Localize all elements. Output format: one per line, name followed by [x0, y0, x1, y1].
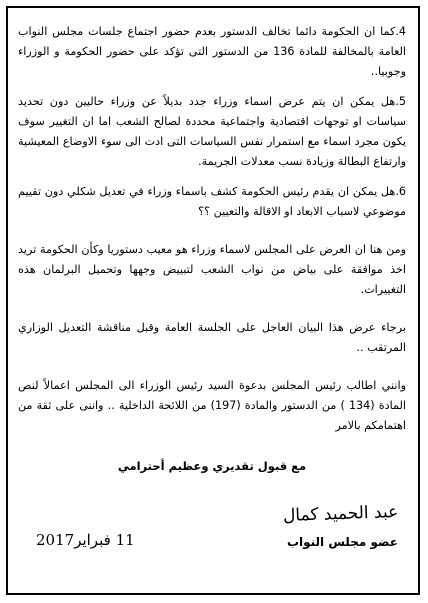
- paragraph-constitutional: ومن هنا ان العرض على المجلس لاسماء وزراء هو معيب دستوريا وكأن الحكومة تريد اخذ موافقة على بياض من نواب الشعب لتبييض وجهها وتحميل البرلمان هذه التغييرات.: [18, 243, 406, 296]
- item-number: 5.: [395, 95, 406, 108]
- signature-name: عبد الحميد كمال: [282, 501, 399, 527]
- numbered-item-5: [18, 92, 406, 172]
- letter-date: 11 فبراير2017: [36, 531, 135, 549]
- item-number: 4.: [395, 25, 406, 38]
- paragraph-demand: وانني اطالب رئيس المجلس بدعوة السيد رئيس الوزراء الى المجلس اعمالاً لنص المادة (134 ) من الدستور والمادة (197) من اللائحة الداخلية .. واننى على ثقة من اهتمامكم بالامر: [18, 379, 406, 432]
- item-text: هل يمكن ان يقدم رئيس الحكومة كشف باسماء وزراء في تعديل شكلي دون تقييم موضوعي لاسباب الابعاد او الاقالة والتعيين ؟؟: [18, 185, 406, 218]
- closing-line: مع قبول تقديري وعظيم أحترامي: [117, 459, 307, 473]
- letter-body: [18, 22, 406, 476]
- numbered-item-4: [18, 22, 406, 82]
- numbered-item-6: [18, 182, 406, 222]
- letter-page: [6, 6, 420, 595]
- signature-title: عضو مجلس النواب: [286, 535, 398, 549]
- item-text: كما ان الحكومة دائما تخالف الدستور بعدم حضور اجتماع جلسات مجلس النواب العامة بالمخالفة للمادة 136 من الدستور التى تؤكد على حضور الحكومة و الوزراء وجوبيا..: [18, 25, 406, 78]
- item-number: 6.: [395, 185, 406, 198]
- paragraph-request: برجاء عرض هذا البيان العاجل على الجلسة العامة وقبل مناقشة التعديل الوزاري المرتقب ..: [18, 321, 406, 354]
- item-text: هل يمكن ان يتم عرض اسماء وزراء جدد بديلاً عن وزراء حاليين دون تحديد سياسات او توجهات اقتصادية واجتماعية محددة لصالح الشعب اما ان التغيير سوف يكون مجرد اسماء مع استمرار نفس السياسات التى ادت الى سوء الاوضاع المعيشية وارتفاع البطالة وزيادة نسب معدلات الجريمة.: [18, 95, 406, 168]
